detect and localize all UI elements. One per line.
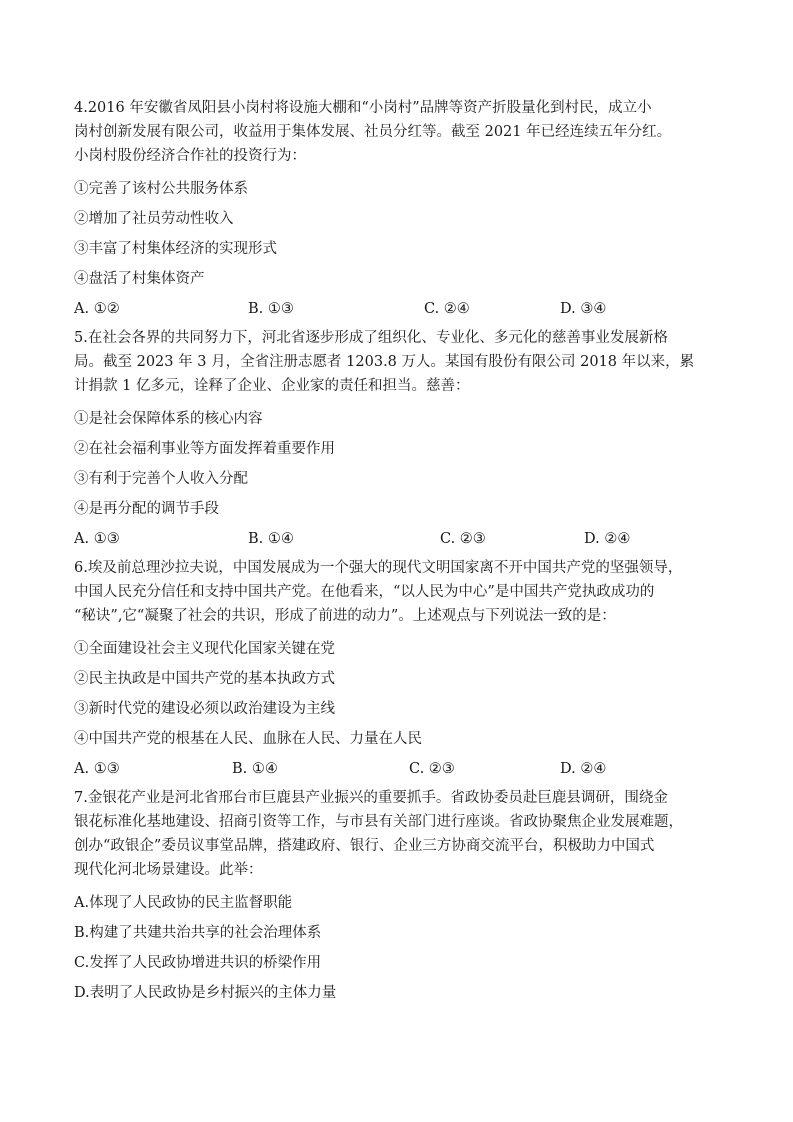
choice-d: D.表明了人民政协是乡村振兴的主体力量 bbox=[74, 985, 337, 1001]
stem-line: 创办“政银企”委员议事堂品牌，搭建政府、银行、企业三方协商交流平台，积极助力中国式 bbox=[74, 838, 655, 854]
choice-a: A. ①③ bbox=[74, 531, 120, 547]
stem-line: 中国人民充分信任和支持中国共产党。在他看来，“以人民为中心”是中国共产党执政成功的 bbox=[74, 584, 655, 600]
statement: ④是再分配的调节手段 bbox=[74, 501, 219, 517]
choice-a: A.体现了人民政协的民主监督职能 bbox=[74, 895, 293, 911]
stem-line: 5.在社会各界的共同努力下，河北省逐步形成了组织化、专业化、多元化的慈善事业发展新格 bbox=[74, 330, 668, 346]
question-stem bbox=[74, 96, 724, 168]
choice-b: B. ①④ bbox=[232, 761, 278, 777]
choice-a: A. ①③ bbox=[74, 761, 120, 777]
stem-line: 计捐款 1 亿多元，诠释了企业、企业家的责任和担当。慈善： bbox=[74, 378, 470, 394]
choice-c: C. ②④ bbox=[424, 301, 470, 317]
answer-choices bbox=[74, 524, 724, 554]
statement: ③有利于完善个人收入分配 bbox=[74, 471, 248, 487]
stem-line: 4.2016 年安徽省凤阳县小岗村将设施大棚和“小岗村”品牌等资产折股量化到村民，成立小 bbox=[74, 100, 652, 116]
question-stem bbox=[74, 786, 724, 882]
stem-line: 小岗村股份经济合作社的投资行为： bbox=[74, 148, 306, 164]
question-stem bbox=[74, 556, 724, 628]
statement: ①全面建设社会主义现代化国家关键在党 bbox=[74, 641, 335, 657]
answer-choices bbox=[74, 294, 724, 324]
stem-line: 7.金银花产业是河北省邢台市巨鹿县产业振兴的重要抓手。省政协委员赴巨鹿县调研，围绕金 bbox=[74, 790, 668, 806]
choice-a: A. ①② bbox=[74, 301, 120, 317]
statement: ④中国共产党的根基在人民、血脉在人民、力量在人民 bbox=[74, 731, 422, 747]
statement: ②增加了社员劳动性收入 bbox=[74, 211, 234, 227]
exam-page bbox=[74, 96, 724, 1008]
choice-c: C.发挥了人民政协增进共识的桥梁作用 bbox=[74, 955, 322, 971]
choice-c: C. ②③ bbox=[440, 531, 486, 547]
stem-line: “秘诀”,它“凝聚了社会的共识，形成了前进的动力”。上述观点与下列说法一致的是： bbox=[74, 608, 616, 624]
statement: ②民主执政是中国共产党的基本执政方式 bbox=[74, 671, 335, 687]
statement: ②在社会福利事业等方面发挥着重要作用 bbox=[74, 441, 335, 457]
stem-line: 银花标准化基地建设、招商引资等工作，与市县有关部门进行座谈。省政协聚焦企业发展难题， bbox=[74, 814, 683, 830]
choice-b: B.构建了共建共治共享的社会治理体系 bbox=[74, 925, 322, 941]
stem-line: 局。截至 2023 年 3 月，全省注册志愿者 1203.8 万人。某国有股份有限公司 2018 年以来，累 bbox=[74, 354, 695, 370]
choice-b: B. ①③ bbox=[248, 301, 294, 317]
statement: ①完善了该村公共服务体系 bbox=[74, 181, 248, 197]
answer-choices bbox=[74, 754, 724, 784]
statement: ④盘活了村集体资产 bbox=[74, 271, 205, 287]
stem-line: 现代化河北场景建设。此举： bbox=[74, 862, 263, 878]
statement: ③丰富了村集体经济的实现形式 bbox=[74, 241, 277, 257]
choice-b: B. ①④ bbox=[248, 531, 294, 547]
question-6 bbox=[74, 556, 724, 784]
choice-d: D. ③④ bbox=[560, 301, 607, 317]
statement: ③新时代党的建设必须以政治建设为主线 bbox=[74, 701, 335, 717]
question-stem bbox=[74, 326, 724, 398]
question-4 bbox=[74, 96, 724, 324]
stem-line: 岗村创新发展有限公司，收益用于集体发展、社员分红等。截至 2021 年已经连续五年分红。 bbox=[74, 124, 672, 140]
choice-c: C. ②③ bbox=[409, 761, 455, 777]
stem-line: 6.埃及前总理沙拉夫说，中国发展成为一个强大的现代文明国家离不开中国共产党的坚强领导， bbox=[74, 560, 683, 576]
question-7 bbox=[74, 786, 724, 1008]
choice-d: D. ②④ bbox=[584, 531, 631, 547]
question-5 bbox=[74, 326, 724, 554]
statement: ①是社会保障体系的核心内容 bbox=[74, 411, 263, 427]
choice-d: D. ②④ bbox=[560, 761, 607, 777]
